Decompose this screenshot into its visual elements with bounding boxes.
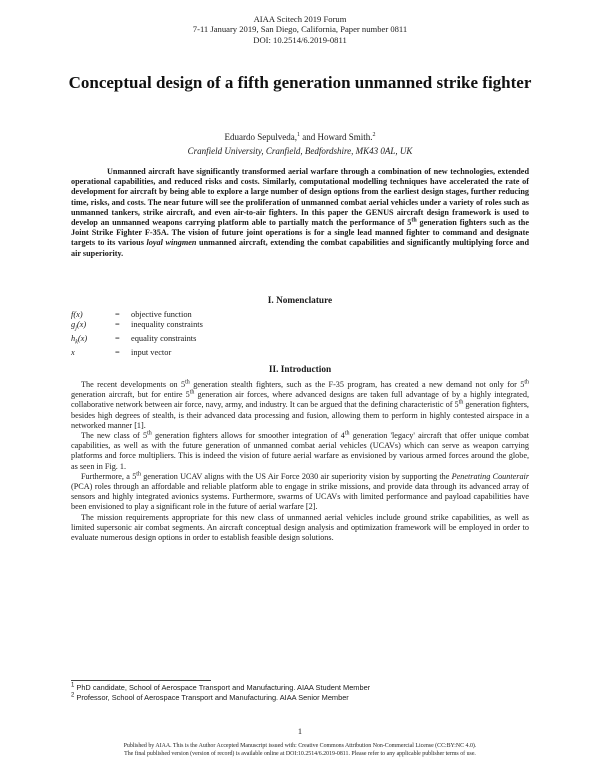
nomenclature-equals: = [115, 310, 120, 319]
abstract-text-3: unmanned aircraft, extending the combat capabilities and significantly multiplying force and air superiority. [71, 238, 529, 258]
paper-title: Conceptual design of a fifth generation unmanned strike fighter [68, 73, 532, 92]
page-number: 1 [297, 727, 303, 736]
intro-paragraph-1: The recent developments on 5th generation stealth fighters, such as the F-35 program, has created a new demand not only for 5th generation aircraft, but for entire 5th generation air forces, where advanced designs are taken full advantage of by a highly integrated, collaborative network between air force, navy, army, and industry. It can be argued that the defining characteristic of 5th generation fighters, besides high degrees of stealth, is their advanced data processing and fusion, allowing them to perform in highly contested airspace in a networked manner [1]. [71, 379, 529, 430]
conference-doi: DOI: 10.2514/6.2019-0811 [253, 34, 347, 45]
author-2-footnote-mark: 2 [372, 132, 376, 138]
license-notice [0, 743, 600, 759]
abstract-text-2: generation fighters such as the Joint Strike Fighter F-35A. The vision of future joint operations is for a single lead manned fighter to command and designate targets to its various [71, 218, 529, 248]
nomenclature-row [71, 310, 203, 320]
nomenclature-symbol: $g_j(x)$ [71, 320, 87, 332]
conference-name: AIAA Scitech 2019 Forum [253, 14, 347, 24]
nomenclature-symbol: x [71, 348, 75, 358]
nomenclature-heading: I. Nomenclature [267, 296, 333, 306]
abstract-sup: th [411, 217, 417, 224]
introduction-heading: II. Introduction [268, 365, 332, 375]
nomenclature-row [71, 334, 203, 348]
nomenclature-definition: input vector [131, 348, 172, 358]
affiliation: Cranfield University, Cranfield, Bedfordshire, MK43 0AL, UK [187, 146, 413, 156]
conference-dates: 7-11 January 2019, San Diego, California, Paper number 0811 [192, 24, 408, 35]
intro-paragraph-2: The new class of 5th generation fighters allows for smoother integration of 4th generation 'legacy' aircraft that offer unique combat capabilities, as well as with the future generation of unmanned combat aerial vehicles (UCAVs) which can serve as weapon carrying platforms and force multipliers. This is indeed the vision of future aerial warfare as envisioned by various armed forces around the globe, as seen in Fig. 1. [71, 430, 530, 471]
abstract-text-1: Unmanned aircraft have significantly transformed aerial warfare through a combination of new technologies, extended operational capabilities, and reduced risks and costs. Similarly, computational modelling techniques have accelerated the rate of development for aircraft by being able to explore a large number of design options from the earliest design stages, further reducing time, risks, and costs. The near future will see the proliferation of unmanned combat aerial vehicles under a variety of roles such as unmanned tankers, strike aircraft, and even air-to-air fighters. In this paper the GENUS aircraft design framework is used to develop an unmanned weapons carrying platform able to partially match the performance of 5 [71, 167, 529, 228]
introduction-body [71, 380, 529, 543]
nomenclature-definition: equality constraints [131, 334, 197, 344]
author-line [0, 132, 600, 143]
nomenclature-symbol: f(x) [71, 310, 83, 319]
nomenclature-symbol: $h_k(x)$ [71, 334, 88, 346]
abstract [71, 167, 529, 259]
license-line-1: Published by AIAA. This is the Author Accepted Manuscript issued with: Creative Commons Attribution Non-Commercial License (CC:BY:NC 4.0). [123, 743, 477, 749]
nomenclature-row [71, 320, 203, 334]
intro-paragraph-3: Furthermore, a 5th generation UCAV aligns with the US Air Force 2030 air superiority vision by supporting the Penetrating Counterair (PCA) roles through an affordable and reliable platform able to engage in strike missions, and provide data through its advanced array of sensors and highly integrated avionics systems. Furthermore, swarms of UCAVs with limited performance and payload capabilities have been envisioned to play a significant role in the future of aerial warfare [2]. [71, 471, 529, 512]
footnote-1: $^1$ PhD candidate, School of Aerospace Transport and Manufacturing. AIAA Student Member [71, 682, 371, 692]
license-line-2: The final published version (version of record) is available online at DOI:10.2514/6.2019-0811. Please refer to any applicable publisher terms of use. [124, 750, 476, 757]
nomenclature-equals: = [115, 334, 120, 344]
author-1: Eduardo Sepulveda, [224, 132, 297, 142]
nomenclature-row [71, 348, 203, 358]
nomenclature-equals: = [115, 348, 120, 358]
abstract-italic: loyal wingmen [146, 238, 197, 248]
author-1-footnote-mark: 1 [296, 132, 300, 138]
nomenclature-definition: inequality constraints [131, 320, 203, 330]
author-2: and Howard Smith. [299, 132, 373, 142]
footnotes [71, 683, 529, 704]
nomenclature-definition: objective function [131, 310, 192, 319]
footnote-divider [71, 680, 211, 681]
nomenclature-table [71, 310, 203, 359]
nomenclature-equals: = [115, 320, 120, 330]
conference-header [0, 14, 600, 45]
footnote-2: $^2$ Professor, School of Aerospace Transport and Manufacturing. AIAA Senior Member [71, 692, 349, 703]
intro-paragraph-4: The mission requirements appropriate for this new class of unmanned aerial vehicles include ground strike capabilities, as well as limited supersonic air combat segments. An aircraft conceptual design analysis and optimization framework will be employed in order to evaluate numerous design options in order to establish feasible design solutions. [71, 512, 529, 543]
